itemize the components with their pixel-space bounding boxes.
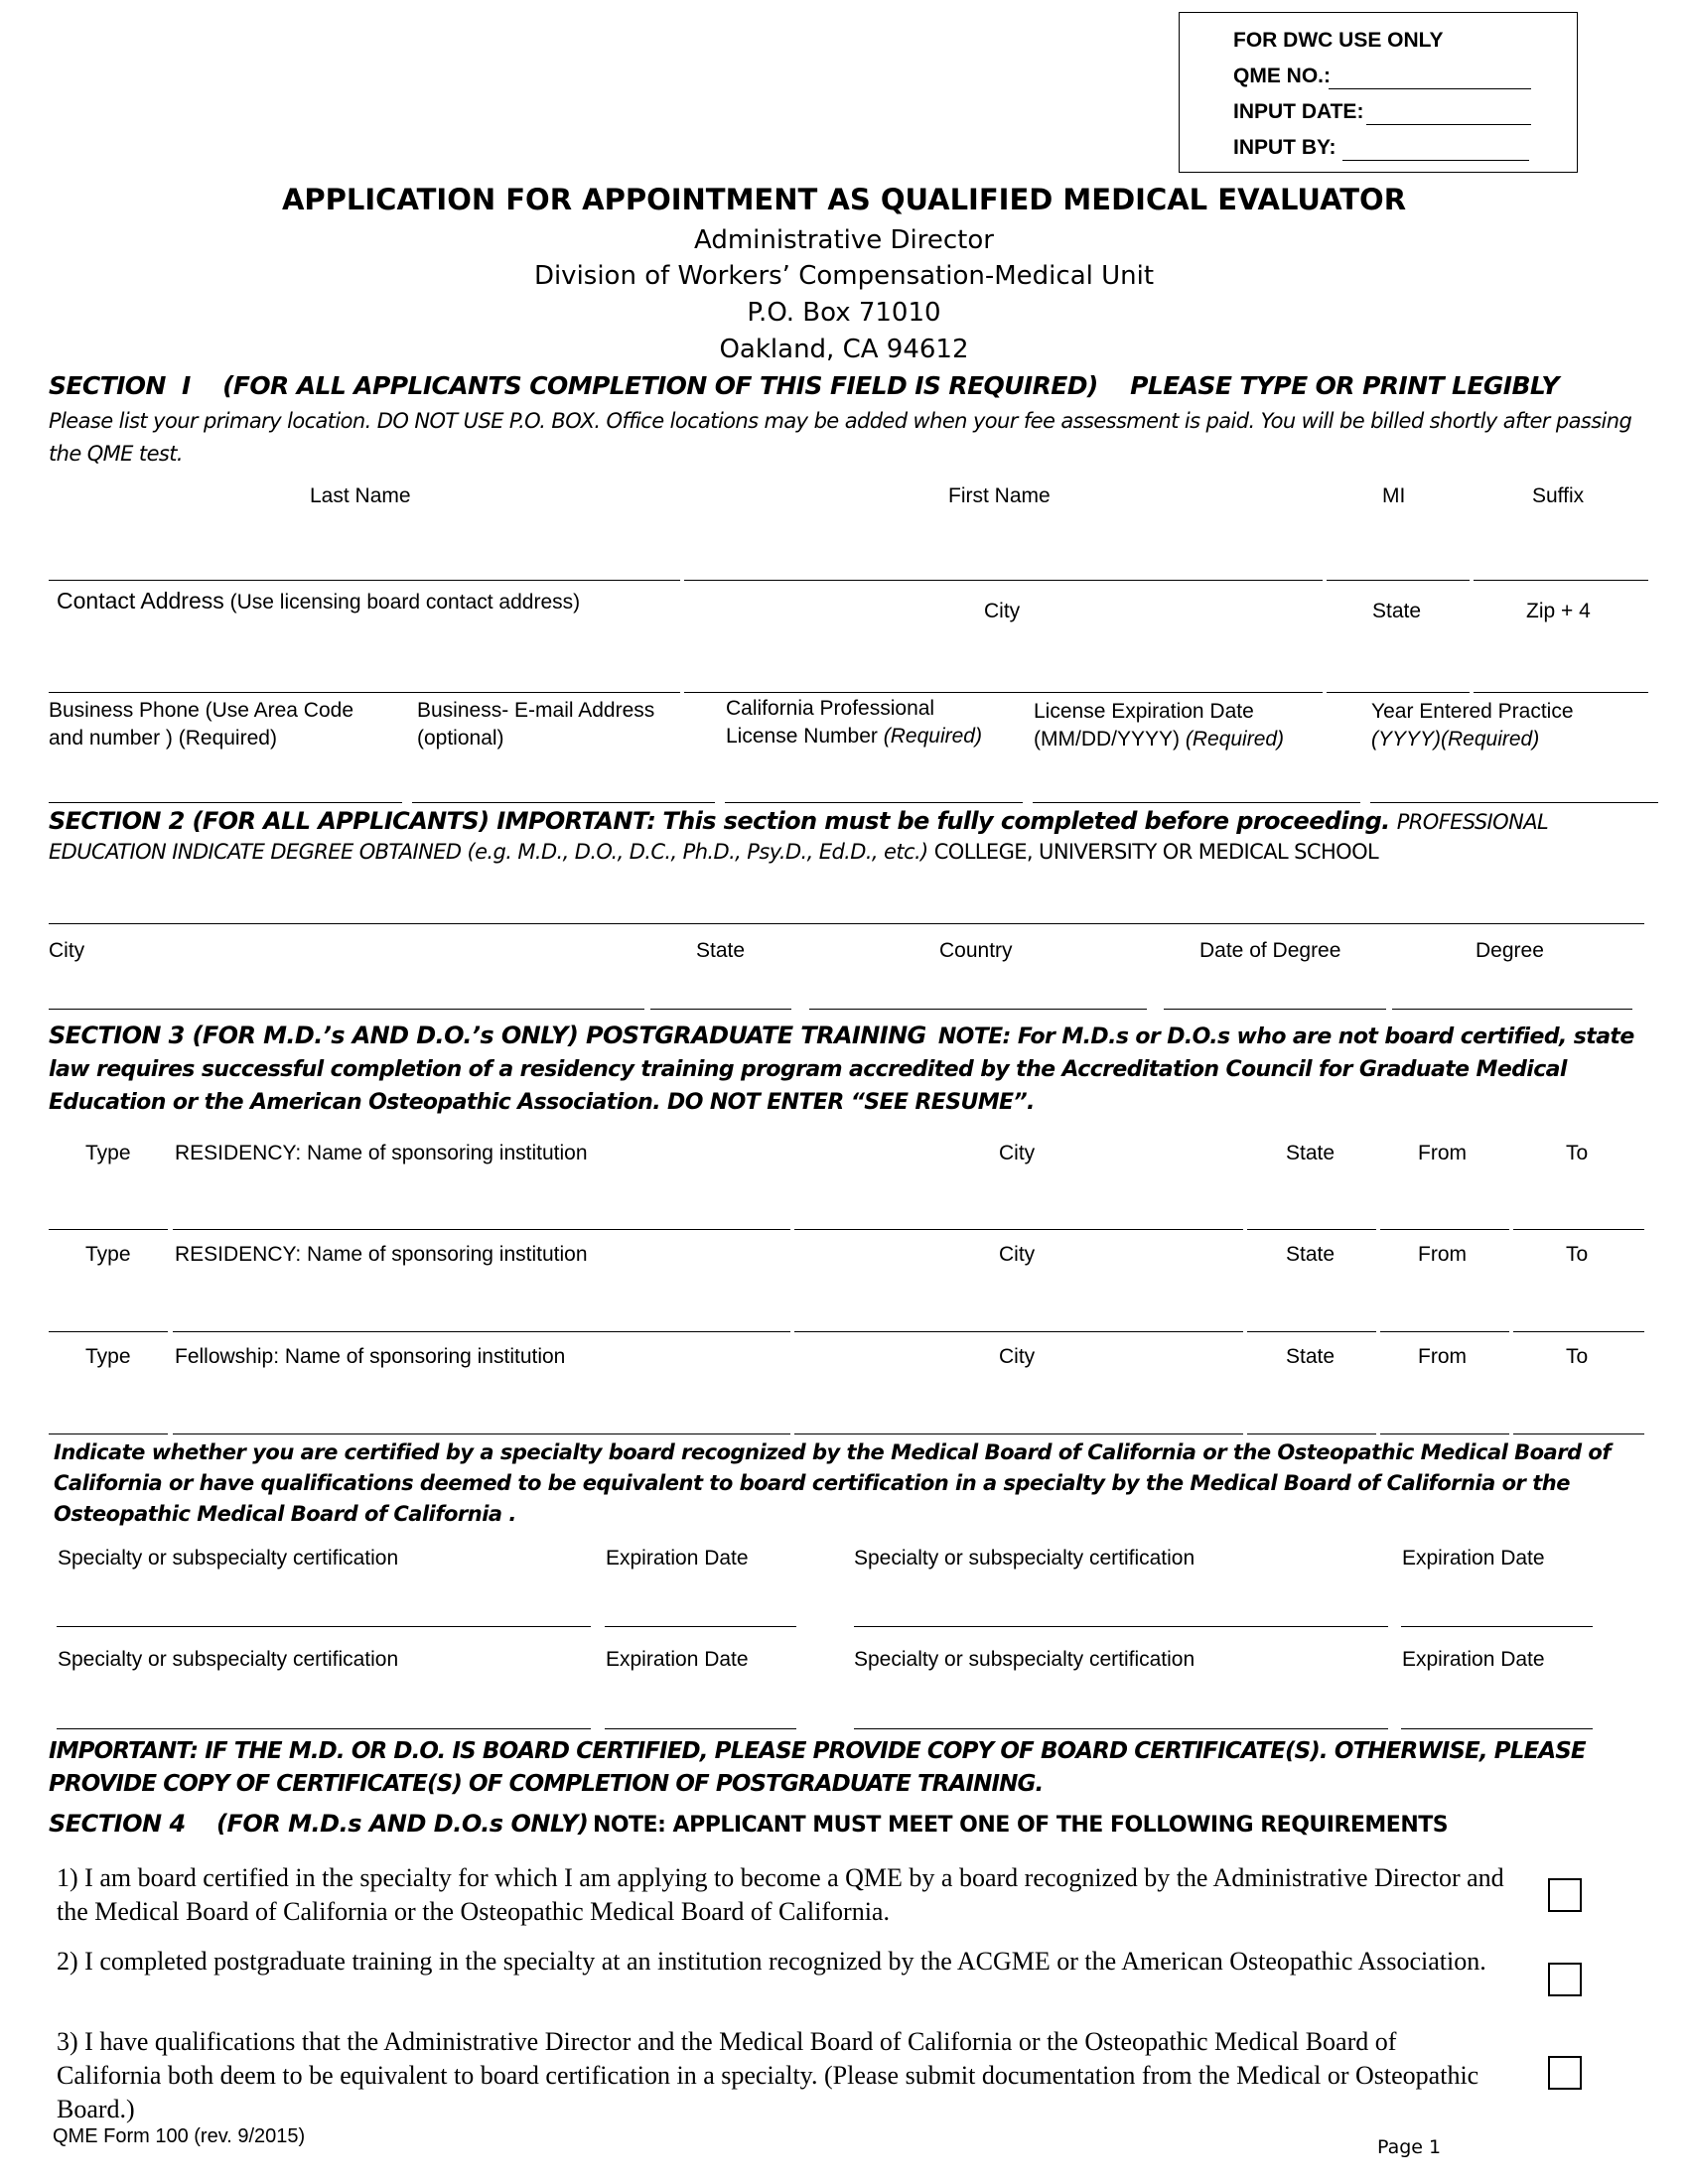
zip-label: Zip + 4 [1526,600,1591,622]
business-phone-field[interactable] [49,802,402,803]
training-state-label: State [1286,1345,1336,1368]
contact-address-note: (Use licensing board contact address) [229,591,581,614]
license-expiration-field[interactable] [1033,802,1360,803]
expiration-date-field[interactable] [605,1728,796,1729]
education-city-field[interactable] [49,1009,644,1010]
section-2-heading-tail: PROFESSIONAL [1396,810,1549,834]
header-line-1: Administrative Director [694,225,994,255]
address-city-label: City [984,600,1021,622]
training-type-label: Type [85,1243,131,1266]
input-date-label: INPUT DATE: [1233,100,1364,123]
requirement-3-checkbox[interactable] [1548,2056,1582,2090]
training-to-field[interactable] [1513,1331,1644,1332]
board-certification-note: Indicate whether you are certified by a specialty board recognized by the Medical Board of California or the Osteopathic Medical Board of California or have qualifications deemed to be equivalent to board certification in a specialty by the Medical Board of California or the Osteopathic Medical Board of California . [54,1440,1611,1526]
training-state-label: State [1286,1142,1336,1164]
input-by-field[interactable] [1342,160,1529,161]
specialty-certification-label: Specialty or subspecialty certification [58,1547,399,1570]
last-name-field[interactable] [49,580,680,581]
expiration-date-label: Expiration Date [1402,1648,1545,1671]
training-state-label: State [1286,1243,1336,1266]
form-id: QME Form 100 (rev. 9/2015) [53,2125,306,2147]
contact-address-title: Contact Address [57,588,224,614]
date-of-degree-field[interactable] [1164,1009,1386,1010]
training-type-label: Type [85,1142,131,1164]
training-city-field[interactable] [794,1331,1243,1332]
section-4-note: NOTE: APPLICANT MUST MEET ONE OF THE FOLLOWING REQUIREMENTS [592,1813,1449,1838]
specialty-certification-label: Specialty or subspecialty certification [58,1648,399,1671]
section-2-important-note: This section must be fully completed before proceeding. [662,807,1390,835]
training-from-label: From [1418,1345,1467,1368]
specialty-certification-field[interactable] [854,1626,1388,1627]
training-type-field[interactable] [49,1229,168,1230]
expiration-date-field[interactable] [1401,1626,1593,1627]
expiration-date-label: Expiration Date [606,1648,749,1671]
training-city-label: City [999,1142,1036,1164]
qme-no-label: QME NO.: [1233,65,1331,87]
training-type-field[interactable] [49,1331,168,1332]
training-state-field[interactable] [1247,1229,1376,1230]
training-state-field[interactable] [1247,1433,1376,1434]
license-number-line-2: License Number [726,725,878,748]
training-to-label: To [1566,1243,1589,1266]
section-1-heading: SECTION I (FOR ALL APPLICANTS COMPLETION OF THIS FIELD IS REQUIRED) PLEASE TYPE OR PRINT LEGIBLY [49,371,1559,400]
training-to-label: To [1566,1345,1589,1368]
training-city-label: City [999,1345,1036,1368]
year-entered-field[interactable] [1370,802,1658,803]
first-name-label: First Name [948,484,1051,507]
requirement-1-text: 1) I am board certified in the specialty for which I am applying to become a QME by a board recognized by the Administrative Director and the Medical Board of California or the Osteopathic Medical Board of California. [57,1863,1504,1926]
address-state-field[interactable] [1327,692,1470,693]
input-by-label: INPUT BY: [1233,136,1336,159]
license-number-field[interactable] [725,802,1023,803]
training-institution-field[interactable] [173,1229,790,1230]
dwc-box-title: FOR DWC USE ONLY [1233,29,1444,52]
page-title: APPLICATION FOR APPOINTMENT AS QUALIFIED MEDICAL EVALUATOR [281,183,1407,216]
training-institution-field[interactable] [173,1433,790,1434]
date-of-degree-label: Date of Degree [1199,939,1341,962]
mi-label: MI [1382,484,1406,507]
page-number: Page 1 [1377,2136,1442,2158]
expiration-date-field[interactable] [605,1626,796,1627]
suffix-field[interactable] [1474,580,1648,581]
expiration-date-label: Expiration Date [1402,1547,1545,1570]
section-1-note: Please list your primary location. DO NOT USE P.O. BOX. Office locations may be added when your fee assessment is paid. You will be billed shortly after passing the QME test. [49,409,1632,466]
training-from-field[interactable] [1380,1331,1509,1332]
year-entered-line-2: (YYYY) [1371,728,1442,751]
training-institution-label: Fellowship: Name of sponsoring institution [175,1345,566,1368]
suffix-label: Suffix [1532,484,1585,507]
training-from-field[interactable] [1380,1229,1509,1230]
requirement-1-checkbox[interactable] [1548,1878,1582,1912]
education-state-label: State [696,939,746,962]
training-to-label: To [1566,1142,1589,1164]
address-city-field[interactable] [684,692,1323,693]
year-entered-required: (Required) [1441,728,1540,751]
contact-address-label [57,587,580,616]
license-expiration-line-2: (MM/DD/YYYY) [1034,728,1180,751]
training-to-field[interactable] [1513,1433,1644,1434]
specialty-certification-label: Specialty or subspecialty certification [854,1547,1196,1570]
address-state-label: State [1372,600,1422,622]
qme-no-field[interactable] [1329,88,1531,89]
header-line-4: Oakland, CA 94612 [719,335,969,364]
section-2-subheading [49,840,1378,864]
education-city-label: City [49,939,85,962]
email-line-1: Business- E-mail Address [417,699,655,722]
header-line-2: Division of Workers’ Compensation-Medical Unit [533,261,1155,291]
license-expiration-line-1: License Expiration Date [1034,700,1254,723]
training-institution-label: RESIDENCY: Name of sponsoring institution [175,1243,588,1266]
requirement-2-checkbox[interactable] [1548,1963,1582,1996]
license-number-label [726,695,982,751]
requirement-2-text: 2) I completed postgraduate training in the specialty at an institution recognized by the ACGME or the American Osteopathic Association. [57,1947,1486,1976]
requirement-3-text: 3) I have qualifications that the Administrative Director and the Medical Board of California or the Osteopathic Medical Board of California both deem to be equivalent to board certification in a specialty. (Please submit documentation from the Medical or Osteopathic Board.) [57,2027,1479,2123]
email-label [417,697,654,752]
training-from-field[interactable] [1380,1433,1509,1434]
section-2-education-note: EDUCATION INDICATE DEGREE OBTAINED (e.g. M.D., D.O., D.C., Ph.D., Psy.D., Ed.D., etc.) [49,840,928,864]
year-entered-line-1: Year Entered Practice [1371,700,1574,723]
training-city-field[interactable] [794,1229,1243,1230]
education-state-field[interactable] [650,1009,791,1010]
education-country-label: Country [939,939,1013,962]
dwc-use-only-box [1179,12,1578,173]
zip-field[interactable] [1474,692,1648,693]
training-type-field[interactable] [49,1433,168,1434]
specialty-certification-field[interactable] [57,1728,591,1729]
section-2-title: SECTION 2 (FOR ALL APPLICANTS) IMPORTANT: [49,807,656,835]
expiration-date-field[interactable] [1401,1728,1593,1729]
section-2-heading [49,807,1548,835]
license-number-line-1: California Professional [726,697,935,720]
specialty-certification-field[interactable] [57,1626,591,1627]
training-from-label: From [1418,1142,1467,1164]
training-institution-label: RESIDENCY: Name of sponsoring institution [175,1142,588,1164]
training-city-field[interactable] [794,1433,1243,1434]
section-4-title: SECTION 4 (FOR M.D.s AND D.O.s ONLY) [49,1810,589,1838]
header-line-3: P.O. Box 71010 [747,298,941,328]
mi-field[interactable] [1327,580,1470,581]
section-3-heading [49,1020,1662,1119]
contact-address-field[interactable] [49,692,680,693]
training-state-field[interactable] [1247,1331,1376,1332]
year-entered-label [1371,698,1574,753]
license-expiration-label [1034,698,1284,753]
section-3-title: SECTION 3 (FOR M.D.’s AND D.O.’s ONLY) POSTGRADUATE TRAINING [49,1022,926,1049]
business-phone-label [49,697,353,752]
specialty-certification-field[interactable] [854,1728,1388,1729]
email-line-2: (optional) [417,727,504,750]
business-phone-line-1: Business Phone (Use Area Code [49,699,354,722]
education-country-field[interactable] [809,1009,1147,1010]
section-2-school-label: COLLEGE, UNIVERSITY OR MEDICAL SCHOOL [933,840,1379,864]
school-field[interactable] [49,923,1644,924]
last-name-label: Last Name [310,484,411,507]
section-4-heading [49,1810,1448,1838]
training-type-label: Type [85,1345,131,1368]
training-from-label: From [1418,1243,1467,1266]
certificate-important-note: IMPORTANT: IF THE M.D. OR D.O. IS BOARD CERTIFIED, PLEASE PROVIDE COPY OF BOARD CERTIFICATE(S). OTHERWISE, PLEASE PROVIDE COPY OF CERTIFICATE(S) OF COMPLETION OF POSTGRADUATE TRAINING. [49,1738,1586,1797]
training-city-label: City [999,1243,1036,1266]
email-field[interactable] [412,802,715,803]
specialty-certification-label: Specialty or subspecialty certification [854,1648,1196,1671]
first-name-field[interactable] [684,580,1323,581]
input-date-field[interactable] [1366,124,1531,125]
training-institution-field[interactable] [173,1331,790,1332]
section-3-note: NOTE: For M.D.s or D.O.s who are not board certified, state law requires successful completion of a residency training program accredited by the Accreditation Council for Graduate Medical Education or the American Osteopathic Association. DO NOT ENTER “SEE RESUME”. [49,1024,1634,1115]
business-phone-line-2: and number ) (Required) [49,727,277,750]
training-to-field[interactable] [1513,1229,1644,1230]
degree-label: Degree [1476,939,1544,962]
license-number-required: (Required) [883,725,982,748]
expiration-date-label: Expiration Date [606,1547,749,1570]
license-expiration-required: (Required) [1185,728,1285,751]
degree-field[interactable] [1392,1009,1632,1010]
